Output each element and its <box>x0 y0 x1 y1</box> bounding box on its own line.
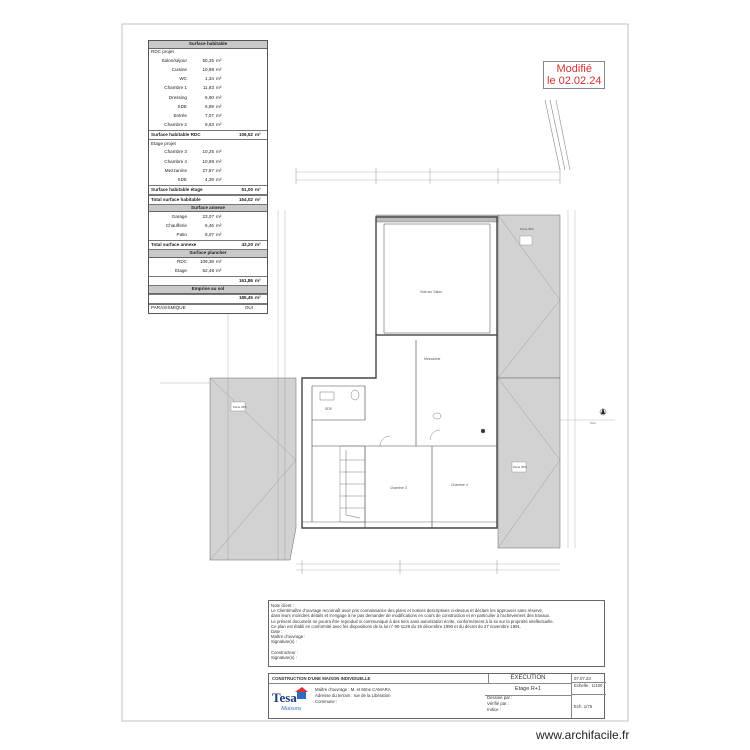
header-emprise: Emprise au sol <box>149 286 267 294</box>
table-row <box>149 103 267 112</box>
header-annexe: Surface annexe <box>149 205 267 213</box>
etage-rows <box>149 148 267 185</box>
watermark-link[interactable]: www.archifacile.fr <box>536 728 630 742</box>
title-block <box>268 673 605 719</box>
roof-label-right-upper: Pente 35% <box>520 227 534 231</box>
cell-unit: m² <box>216 122 222 128</box>
table-row <box>149 267 267 276</box>
notes-box <box>268 600 605 667</box>
sde-fixtures <box>320 390 485 433</box>
text-line: Note client : <box>271 603 294 608</box>
north-arrow <box>600 408 606 415</box>
doors <box>380 430 440 446</box>
cell-unit: m² <box>216 176 222 182</box>
cell-value: 10,89 <box>202 158 214 164</box>
plancher-total: 161,86 m² <box>149 276 267 286</box>
logo-sub: Maisons <box>281 706 302 712</box>
cell-value: 10,25 <box>202 149 214 155</box>
cell-unit: m² <box>216 232 222 238</box>
table-row <box>149 222 267 231</box>
stamp-line1: Modifié <box>556 63 592 75</box>
floor-label: Etage R+1 <box>485 683 572 696</box>
company-logo-icon <box>271 686 309 716</box>
cell-label: Entrée <box>173 113 187 119</box>
room-label-chambre3: Chambre 3 <box>390 486 407 490</box>
text-line: Signature(s) : <box>271 655 297 661</box>
text-line: Signature(s) : <box>271 639 297 645</box>
north-label: Nord <box>590 422 596 425</box>
cell-value: 10,88 <box>202 67 214 73</box>
rdc-total: Surface habitable RDC 106,52 m² <box>149 130 267 140</box>
cell-value: 8,07 <box>205 232 214 238</box>
cell-unit: m² <box>216 76 222 82</box>
table-row <box>149 121 267 130</box>
cell-label: Chambre 4 <box>164 158 187 164</box>
header-habitable: Surface habitable <box>149 41 267 49</box>
cell-label: RDC <box>177 258 187 264</box>
project-title: CONSTRUCTION D'UNE MAISON INDIVIDUELLE <box>269 674 489 684</box>
cell-label: WC <box>179 76 187 82</box>
cell-unit: m² <box>216 94 222 100</box>
table-row <box>149 112 267 121</box>
cell-label: Chambre 2 <box>164 122 187 128</box>
etage-title: Etage projet <box>151 140 176 146</box>
text-line: Indice : <box>487 707 501 712</box>
table-row <box>149 75 267 84</box>
cell-unit: m² <box>216 222 222 228</box>
text-line: Le présent document ne pourra être reproduit ni communiqué à des tiers sans autorisation écrite, conformément à la loi sur la propriété intellectuelle. <box>271 618 554 624</box>
table-row <box>149 212 267 221</box>
cell-value: 1,34 <box>205 76 214 82</box>
cell-value: 6,46 <box>205 222 214 228</box>
cell-label: Chaufferie <box>165 222 187 228</box>
roof-left <box>210 378 296 560</box>
cell-value: 27,87 <box>202 167 214 173</box>
cell-label: Chambre 1 <box>164 85 187 91</box>
text-line: Vérifié par : <box>487 701 509 706</box>
cell-value: 6,90 <box>205 94 214 100</box>
header-plancher: Surface plancher <box>149 250 267 258</box>
table-row <box>149 258 267 267</box>
plancher-rows <box>149 258 267 276</box>
table-row <box>149 93 267 102</box>
cell-label: Chambre 3 <box>164 149 187 155</box>
cell-value: 11,83 <box>202 85 214 91</box>
text-line: Maître d'ouvrage : <box>271 634 306 640</box>
rdc-title: RDC projet <box>151 49 174 55</box>
cell-label: Garage <box>171 213 187 219</box>
cell-value: 6,89 <box>205 103 214 109</box>
cell-label: Dressing <box>168 94 187 100</box>
annexe-total: Total surface annexe 43,20 m² <box>149 240 267 250</box>
cell-label: SDE <box>177 103 187 109</box>
void-inner-wall <box>384 224 490 333</box>
cell-unit: m² <box>216 103 222 109</box>
table-row <box>149 157 267 166</box>
cell-unit: m² <box>216 149 222 155</box>
room-label-chambre4: Chambre 4 <box>451 483 468 487</box>
cell-value: 52,48 <box>202 268 214 274</box>
cell-unit: m² <box>216 268 222 274</box>
building-walls <box>302 217 497 528</box>
rdc-rows <box>149 57 267 131</box>
outer-wall <box>302 335 497 528</box>
text-line: Maître d'ouvrage : M. et Mme CAMARA <box>315 687 391 692</box>
roof-label-right-lower: Pente 35% <box>513 465 527 469</box>
table-row <box>149 148 267 157</box>
roof-label-left: Pente 35% <box>233 405 247 409</box>
cell-value: 4,39 <box>205 176 214 182</box>
cell-unit: m² <box>216 113 222 119</box>
phase-label: EXECUTION <box>485 674 572 684</box>
client-info <box>315 687 485 705</box>
cell-label: Cuisine <box>171 67 187 73</box>
room-label-void: Vide sur Salon <box>420 290 442 294</box>
text-line: Le Client/maître d'ouvrage reconnaît avoir pris connaissance des plans et notices descriptives ci-dessus et déclare les approuver sans réserve, <box>271 608 544 614</box>
cell-unit: m² <box>216 158 222 164</box>
roof-right-upper <box>498 215 560 378</box>
modified-stamp <box>543 61 605 89</box>
cell-unit: m² <box>216 57 222 63</box>
table-row <box>149 231 267 240</box>
cell-value: 23,07 <box>202 213 214 219</box>
stamp-line2: le 02.02.24 <box>547 75 602 87</box>
text-line: Ce plan est établi en conformité avec les dispositions de la loi n° 90-1129 du 19 décembre 1990 et du décret du 27 novembre 1991. <box>271 623 522 629</box>
skylight-right-upper <box>520 236 532 245</box>
cell-unit: m² <box>216 85 222 91</box>
room-label-mezzanine: Mezzanine <box>424 357 441 361</box>
room-label-sde: SDE <box>325 407 332 411</box>
cell-value: 9,63 <box>205 122 214 128</box>
void-wall <box>376 217 497 335</box>
cell-value: 50,35 <box>202 57 214 63</box>
roof-top-strip <box>376 215 498 222</box>
table-row <box>149 176 267 185</box>
cell-value: 7,07 <box>205 113 214 119</box>
roof-right-lower <box>498 378 560 548</box>
scale-label: Echelle : 1/100 <box>571 683 606 695</box>
cell-unit: m² <box>216 167 222 173</box>
cell-label: Etage <box>174 268 187 274</box>
cell-label: SDE <box>177 176 187 182</box>
text-line: dans leurs moindres détails et s'engage à ne pas demander de modifications en cours de construction et en particulier à l'achèvement des travaux. <box>271 613 551 619</box>
etage-total: Surface habitable étage 51,00 m² <box>149 185 267 195</box>
cell-unit: m² <box>216 67 222 73</box>
table-row <box>149 57 267 66</box>
meta-info <box>485 695 572 718</box>
table-row <box>149 66 267 75</box>
sde-wall <box>312 386 365 420</box>
text-line: Date : <box>271 629 283 635</box>
cell-value: 109,38 <box>199 258 214 264</box>
staircase <box>340 446 365 522</box>
cell-unit: m² <box>216 258 222 264</box>
table-row <box>149 166 267 175</box>
logo-name: Tesa <box>272 690 297 705</box>
table-row <box>149 84 267 93</box>
emprise-total: 185,45 m² <box>149 294 267 304</box>
cell-unit: m² <box>216 213 222 219</box>
cell-label: Mezzanine <box>164 167 187 173</box>
text-line: Adresse du terrain : rue de la Libération <box>315 693 391 698</box>
grand-total: Total surface habitable 154,02 m² <box>149 195 267 205</box>
cell-label: Salon/séjour <box>161 57 187 63</box>
date-label: 07.07.23 <box>571 674 606 683</box>
text-line: Constructeur : <box>271 649 298 655</box>
text-line: Dessiné par : <box>487 695 513 700</box>
sheet-label: Ech. 1/75 <box>574 704 593 709</box>
surface-table <box>148 40 268 314</box>
text-line: Commune : <box>315 699 338 704</box>
annexe-rows <box>149 212 267 240</box>
cell-label: Patio <box>176 232 187 238</box>
parasismique-row: PARASISMIQUE OUI <box>149 304 267 313</box>
